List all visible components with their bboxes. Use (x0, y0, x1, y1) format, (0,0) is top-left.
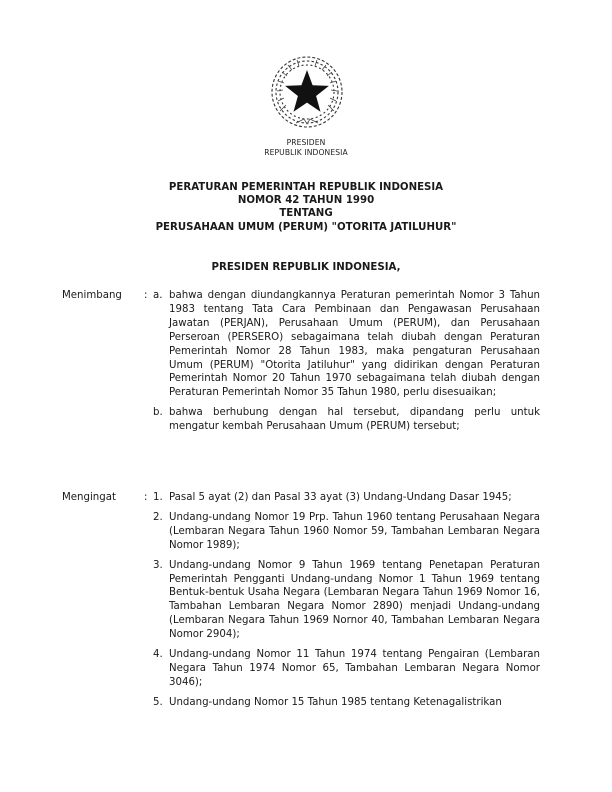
mengingat-item-4 (153, 648, 542, 690)
mengingat-colon: : (144, 492, 148, 503)
mengingat-item-2 (153, 511, 542, 553)
regulation-title (0, 181, 612, 234)
menimbang-item-b (153, 406, 542, 434)
emblem-caption-line2: REPUBLIK INDONESIA (264, 148, 348, 157)
title-line-2: NOMOR 42 TAHUN 1990 (237, 195, 375, 207)
item-text: Undang-undang Nomor 9 Tahun 1969 tentang Penetapan Peraturan Pemerintah Pengganti Undang-undang Nomor 1 Tahun 1969 tentang Bentuk-bentuk Usaha Negara (Lembaran Negara Tahun 1969 Nomor 16, Tambahan Lembaran Negara Nomor 2890) menjadi Undang-undang (Lembaran Negara Tahun 1969 Nornor 40, Tambahan Lembaran Negara Nomor 2904); (169, 559, 540, 641)
item-marker: 3. (153, 559, 163, 571)
item-marker: 1. (153, 492, 163, 503)
item-text: Undang-undang Nomor 19 Prp. Tahun 1960 tentang Perusahaan Negara (Lembaran Negara Tahun 1960 Nomor 59, Tambahan Lembaran Negara Nomor 1989); (169, 511, 540, 551)
title-line-4: PERUSAHAAN UMUM (PERUM) "OTORITA JATILUHUR" (155, 221, 457, 233)
item-text: bahwa berhubung dengan hal tersebut, dipandang perlu untuk mengatur kembah Perusahaan Umum (PERUM) tersebut; (169, 407, 540, 433)
menimbang-label: Menimbang (62, 290, 122, 301)
item-text: Pasal 5 ayat (2) dan Pasal 33 ayat (3) Undang-Undang Dasar 1945; (169, 492, 512, 503)
item-text: bahwa dengan diundangkannya Peraturan pemerintah Nomor 3 Tahun 1983 tentang Tata Cara Pembinaan dan Pengawasan Perusahaan Jawatan (PERJAN), Perusahaan Umum (PERUM), dan Perusahaan Perseroan (PERSERO) sebagaimana telah diubah dengan Peraturan Pemerintah Nomor 28 Tahun 1983, maka pengaturan Perusahaan Umum (PERUM) "Otorita Jatiluhur" yang didirikan dengan Peraturan Pemerintah Nomor 20 Tahun 1970 sebagaimana telah diubah dengan Peraturan Pemerintah Nomor 35 Tahun 1980, perlu disesuaikan; (169, 290, 540, 399)
item-marker: b. (153, 407, 163, 419)
title-line-3: TENTANG (279, 208, 333, 220)
title-line-1: PERATURAN PEMERINTAH REPUBLIK INDONESIA (168, 182, 444, 193)
presidential-emblem-icon (268, 53, 346, 131)
item-marker: 2. (153, 511, 163, 523)
item-text: Undang-undang Nomor 15 Tahun 1985 tentang Ketenagalistrikan (169, 696, 502, 708)
item-marker: 4. (153, 649, 163, 661)
menimbang-item-a (153, 289, 542, 400)
emblem-caption-line1: PRESIDEN (286, 138, 326, 147)
item-text: Undang-undang Nomor 11 Tahun 1974 tentang Pengairan (Lembaran Negara Tahun 1974 Nomor 65, Tambahan Lembaran Negara Nomor 3046); (169, 649, 540, 688)
mengingat-label: Mengingat (62, 492, 116, 503)
president-heading: PRESIDEN REPUBLIK INDONESIA, (211, 262, 401, 273)
mengingat-item-3 (153, 559, 542, 642)
menimbang-section (62, 289, 542, 440)
menimbang-colon: : (144, 290, 148, 301)
mengingat-item-5 (153, 696, 542, 710)
item-marker: a. (153, 290, 163, 301)
mengingat-section (62, 491, 542, 716)
item-marker: 5. (153, 696, 163, 708)
mengingat-item-1 (153, 491, 542, 505)
